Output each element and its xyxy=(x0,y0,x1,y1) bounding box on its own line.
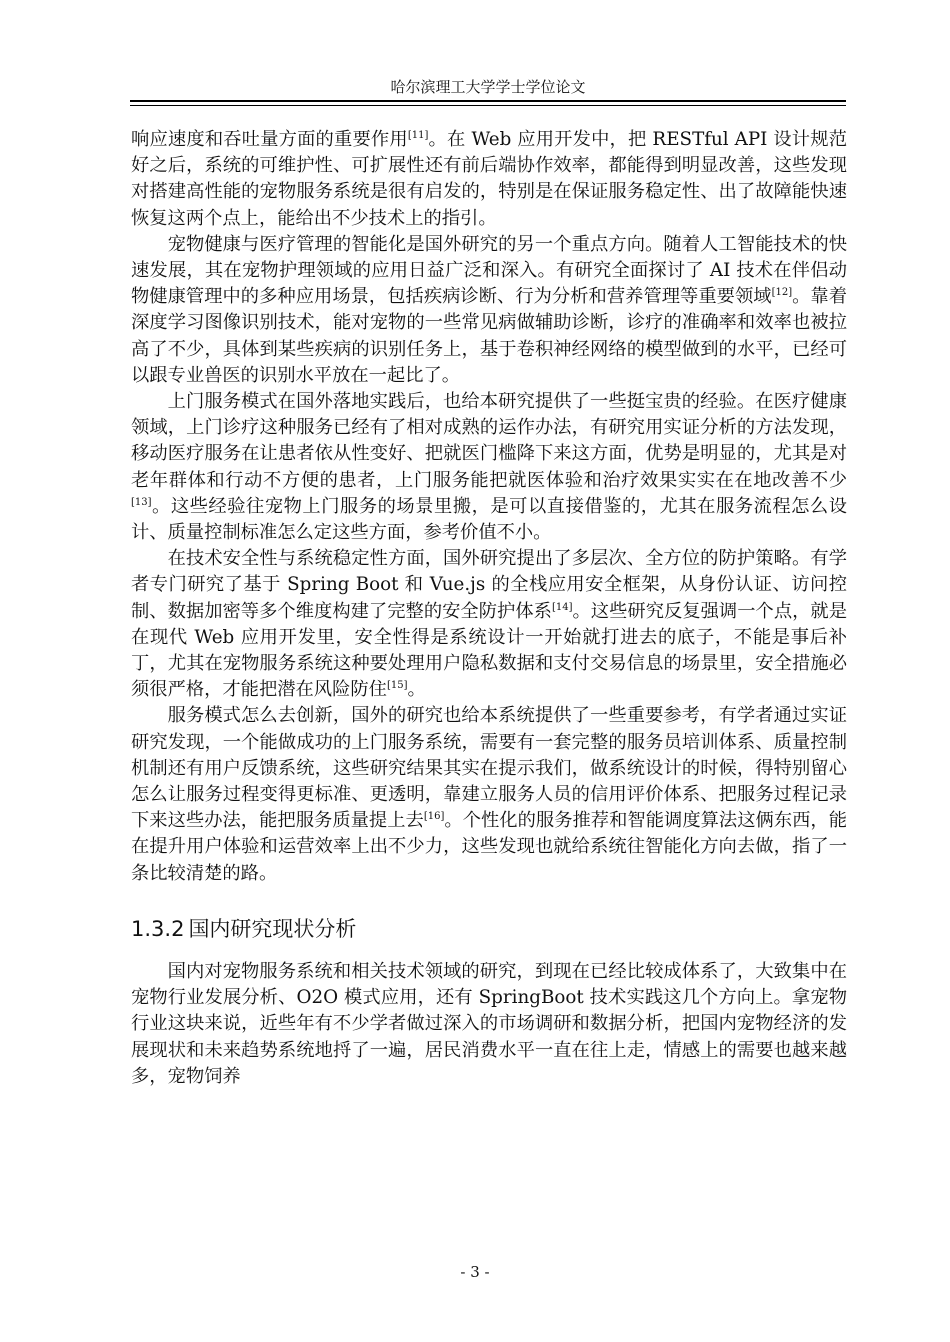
citation-ref: [13] xyxy=(131,496,152,508)
text-run: 在技术安全性与系统稳定性方面，国外研究提出了多层次、全方位的防护策略。有学者专门研究了基于 Spring Boot 和 Vue.js 的全栈应用安全框架，从身份认证、访问控制、数据加密等多个维度构建了完整的安全防护体系 xyxy=(131,548,847,622)
header-rule-thick xyxy=(130,100,846,102)
citation-ref: [11] xyxy=(407,130,429,141)
paragraph-3 xyxy=(131,389,847,546)
text-run: 。这些研究反复强调一个点，就是在现代 Web 应用开发里，安全性得是系统设计一开始就打进去的底子，不能是事后补丁，尤其在宠物服务系统这种要处理用户隐私数据和支付交易信息的场景里，安全措施必须很严格，才能把潜在风险防住 xyxy=(131,600,848,701)
header-rule-thin xyxy=(130,105,846,106)
section-number: 1.3.2 xyxy=(131,916,185,941)
paragraph-1 xyxy=(131,127,847,232)
paragraph-2 xyxy=(131,232,847,389)
page-number: - 3 - xyxy=(460,1263,490,1281)
text-run: 。 xyxy=(407,679,426,701)
section-title: 国内研究现状分析 xyxy=(188,916,357,941)
text-run: 响应速度和吞吐量方面的重要作用 xyxy=(131,129,408,150)
citation-ref: [14] xyxy=(551,601,573,613)
citation-ref: [16] xyxy=(423,811,445,823)
text-run: 。个性化的服务推荐和智能调度算法这俩东西，能在提升用户体验和运营效率上出不少力，这些发现也就给系统往智能化方向去做，指了一条比较清楚的路。 xyxy=(131,810,848,884)
text-run: 服务模式怎么去创新，国外的研究也给本系统提供了一些重要参考，有学者通过实证研究发现，一个能做成功的上门服务系统，需要有一套完整的服务员培训体系、质量控制机制还有用户反馈系统，这些研究结果其实在提示我们，做系统设计的时候，得特别留心怎么让服务过程变得更标准、更透明，靠建立服务人员的信用评价体系、把服务过程记录下来这些办法，能把服务质量提上去 xyxy=(131,705,847,832)
paragraph-4 xyxy=(131,546,847,703)
citation-ref: [12] xyxy=(771,287,793,299)
text-run: 。这些经验往宠物上门服务的场景里搬，是可以直接借鉴的，尤其在服务流程怎么设计、质量控制标准怎么定这些方面，参考价值不小。 xyxy=(131,495,847,544)
text-run: 。在 Web 应用开发中，把 RESTful API 设计规范好之后，系统的可维护性、可扩展性还有前后端协作效率，都能得到明显改善，这些发现对搭建高性能的宠物服务系统是很有启发的，特别是在保证服务稳定性、出了故障能快速恢复这两个点上，能给出不少技术上的指引。 xyxy=(131,129,847,229)
text-run: 宠物健康与医疗管理的智能化是国外研究的另一个重点方向。随着人工智能技术的快速发展，其在宠物护理领域的应用日益广泛和深入。有研究全面探讨了 AI 技术在伴侣动物健康管理中的多种应用场景，包括疾病诊断、行为分析和营养管理等重要领域 xyxy=(131,233,847,308)
citation-ref: [15] xyxy=(386,680,408,692)
text-run: 上门服务模式在国外落地实践后，也给本研究提供了一些挺宝贵的经验。在医疗健康领域，上门诊疗这种服务已经有了相对成熟的运作办法，有研究用实证分析的方法发现，移动医疗服务在让患者依从性变好、把就医门槛降下来这方面，优势是明显的，尤其是对老年群体和行动不方便的患者，上门服务能把就医体验和治疗效果实实在在地改善不少 xyxy=(131,391,847,491)
paragraph-5 xyxy=(131,703,847,886)
text-run: 。靠着深度学习图像识别技术，能对宠物的一些常见病做辅助诊断，诊疗的准确率和效率也被拉高了不少，具体到某些疾病的识别任务上，基于卷积神经网络的模型做到的水平，已经可以跟专业兽医的识别水平放在一起比了。 xyxy=(131,286,847,386)
running-header: 哈尔滨理工大学学士学位论文 xyxy=(390,78,586,96)
body-text xyxy=(131,127,847,1090)
section-heading xyxy=(131,915,847,943)
section-paragraph: 国内对宠物服务系统和相关技术领域的研究，到现在已经比较成体系了，大致集中在宠物行业发展分析、O2O 模式应用，还有 SpringBoot 技术实践这几个方向上。拿宠物行业这块来说，近些年有不少学者做过深入的市场调研和数据分析，把国内宠物经济的发展现状和未来趋势系统地捋了一遍，居民消费水平一直在往上走，情感上的需要也越来越多，宠物饲养 xyxy=(131,960,847,1087)
